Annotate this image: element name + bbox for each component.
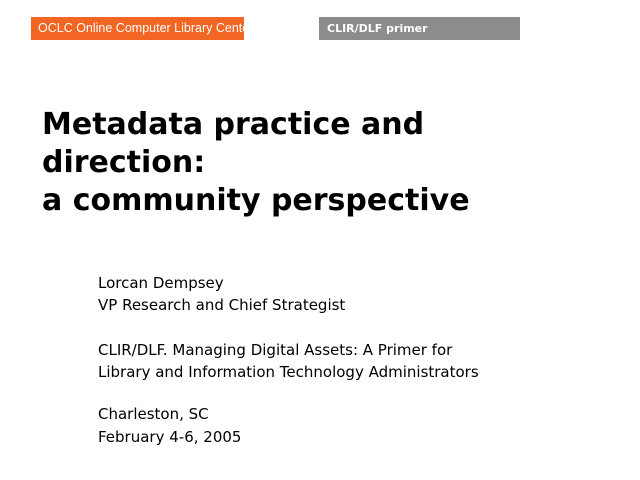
context-line-2: Library and Information Technology Administrators xyxy=(98,363,479,381)
author-block xyxy=(98,272,618,316)
oclc-logo-text: OCLC Online Computer Library Center xyxy=(38,21,254,35)
event-block xyxy=(98,403,618,449)
context-line-1: CLIR/DLF. Managing Digital Assets: A Primer for xyxy=(98,341,453,359)
primer-context-block xyxy=(98,339,618,383)
oclc-logo-banner xyxy=(31,17,254,40)
author-name: Lorcan Dempsey xyxy=(98,274,224,292)
title-line-3: a community perspective xyxy=(42,183,470,218)
slide-title xyxy=(42,106,622,220)
primer-label-text: CLIR/DLF primer xyxy=(327,22,428,35)
title-line-2: direction: xyxy=(42,145,206,180)
author-role: VP Research and Chief Strategist xyxy=(98,296,346,314)
primer-label-banner xyxy=(319,17,520,40)
event-location: Charleston, SC xyxy=(98,405,209,423)
event-dates: February 4-6, 2005 xyxy=(98,428,242,446)
title-line-1: Metadata practice and xyxy=(42,107,425,142)
